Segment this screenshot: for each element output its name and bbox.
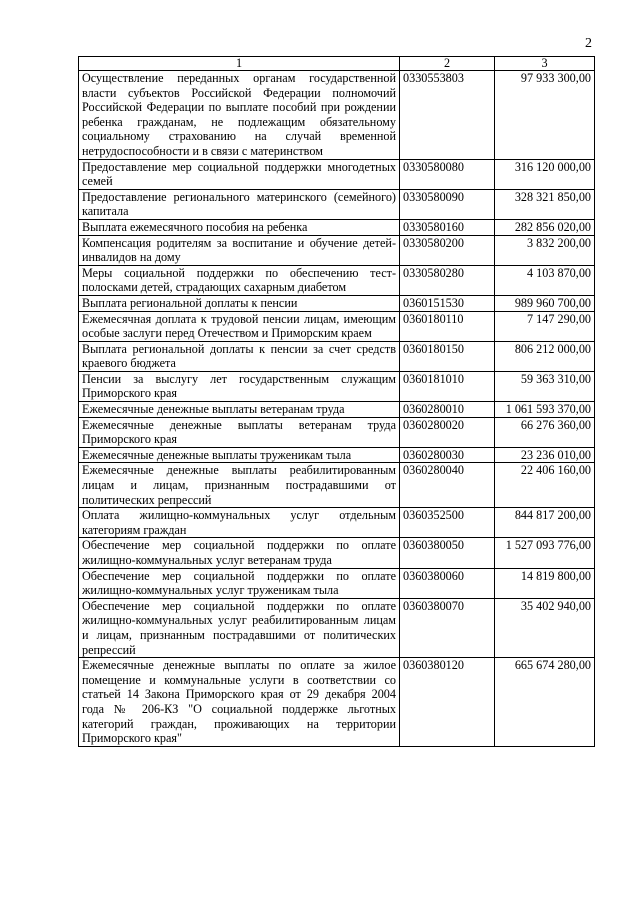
row-name: Ежемесячные денежные выплаты труженикам тыла (79, 447, 400, 463)
table-row (79, 159, 595, 189)
row-amount: 3 832 200,00 (495, 235, 595, 265)
row-name: Компенсация родителям за воспитание и обучение детей-инвалидов на дому (79, 235, 400, 265)
row-code: 0360380050 (400, 538, 495, 568)
row-name: Выплата ежемесячного пособия на ребенка (79, 219, 400, 235)
row-code: 0360180150 (400, 341, 495, 371)
row-name: Ежемесячные денежные выплаты ветеранам труда Приморского края (79, 417, 400, 447)
table-row (79, 189, 595, 219)
table-row (79, 371, 595, 401)
table-row (79, 463, 595, 508)
row-amount: 844 817 200,00 (495, 508, 595, 538)
table-header (79, 57, 595, 71)
row-amount: 22 406 160,00 (495, 463, 595, 508)
column-header-2: 2 (400, 57, 495, 71)
table-row (79, 508, 595, 538)
table-row (79, 265, 595, 295)
table-row (79, 658, 595, 747)
table-row (79, 447, 595, 463)
table-row (79, 538, 595, 568)
row-amount: 665 674 280,00 (495, 658, 595, 747)
row-code: 0360380070 (400, 598, 495, 657)
row-code: 0330580160 (400, 219, 495, 235)
row-code: 0360380060 (400, 568, 495, 598)
row-name: Обеспечение мер социальной поддержки по оплате жилищно-коммунальных услуг ветеранам труда (79, 538, 400, 568)
row-name: Выплата региональной доплаты к пенсии за счет средств краевого бюджета (79, 341, 400, 371)
row-name: Обеспечение мер социальной поддержки по оплате жилищно-коммунальных услуг труженикам тыла (79, 568, 400, 598)
row-code: 0360380120 (400, 658, 495, 747)
row-amount: 806 212 000,00 (495, 341, 595, 371)
row-code: 0360280020 (400, 417, 495, 447)
row-code: 0330580280 (400, 265, 495, 295)
page-number: 2 (585, 36, 592, 51)
table-row (79, 71, 595, 160)
table-row (79, 417, 595, 447)
table-row (79, 598, 595, 657)
row-name: Ежемесячная доплата к трудовой пенсии лицам, имеющим особые заслуги перед Отечеством и Приморским краем (79, 311, 400, 341)
row-code: 0330580090 (400, 189, 495, 219)
row-amount: 4 103 870,00 (495, 265, 595, 295)
row-code: 0360352500 (400, 508, 495, 538)
row-name: Пенсии за выслугу лет государственным служащим Приморского края (79, 371, 400, 401)
row-name: Меры социальной поддержки по обеспечению тест-полосками детей, страдающих сахарным диабетом (79, 265, 400, 295)
table-row (79, 219, 595, 235)
column-header-1: 1 (79, 57, 400, 71)
row-code: 0330580080 (400, 159, 495, 189)
row-amount: 14 819 800,00 (495, 568, 595, 598)
row-code: 0360151530 (400, 295, 495, 311)
row-name: Осуществление переданных органам государственной власти субъектов Российской Федерации полномочий Российской Федерации по выплате пособий при рождении ребенка гражданам, не подлежащим обязательному социальному страхованию на случай временной нетрудоспособности и в связи с материнством (79, 71, 400, 160)
row-amount: 59 363 310,00 (495, 371, 595, 401)
row-code: 0360280030 (400, 447, 495, 463)
row-amount: 328 321 850,00 (495, 189, 595, 219)
row-name: Оплата жилищно-коммунальных услуг отдельным категориям граждан (79, 508, 400, 538)
row-amount: 35 402 940,00 (495, 598, 595, 657)
row-amount: 1 527 093 776,00 (495, 538, 595, 568)
table-body (79, 71, 595, 747)
table-row (79, 311, 595, 341)
row-code: 0360181010 (400, 371, 495, 401)
row-code: 0360280040 (400, 463, 495, 508)
row-amount: 282 856 020,00 (495, 219, 595, 235)
row-name: Ежемесячные денежные выплаты реабилитированным лицам и лицам, признанным пострадавшими от политических репрессий (79, 463, 400, 508)
row-amount: 316 120 000,00 (495, 159, 595, 189)
table-row (79, 402, 595, 418)
table-row (79, 295, 595, 311)
row-amount: 7 147 290,00 (495, 311, 595, 341)
row-amount: 66 276 360,00 (495, 417, 595, 447)
row-name: Ежемесячные денежные выплаты ветеранам труда (79, 402, 400, 418)
row-code: 0330580200 (400, 235, 495, 265)
row-name: Предоставление мер социальной поддержки многодетных семей (79, 159, 400, 189)
row-name: Обеспечение мер социальной поддержки по оплате жилищно-коммунальных услуг реабилитированным лицам и лицам, признанным пострадавшими от политических репрессий (79, 598, 400, 657)
table-row (79, 235, 595, 265)
budget-table (78, 56, 595, 747)
row-code: 0360180110 (400, 311, 495, 341)
row-amount: 1 061 593 370,00 (495, 402, 595, 418)
table-row (79, 341, 595, 371)
row-name: Выплата региональной доплаты к пенсии (79, 295, 400, 311)
row-code: 0330553803 (400, 71, 495, 160)
row-amount: 97 933 300,00 (495, 71, 595, 160)
row-name: Предоставление регионального материнского (семейного) капитала (79, 189, 400, 219)
row-amount: 989 960 700,00 (495, 295, 595, 311)
table-row (79, 568, 595, 598)
column-header-3: 3 (495, 57, 595, 71)
header-row (79, 57, 595, 71)
row-amount: 23 236 010,00 (495, 447, 595, 463)
row-name: Ежемесячные денежные выплаты по оплате за жилое помещение и коммунальные услуги в соответствии со статьей 14 Закона Приморского края от 29 декабря 2004 года № 206-КЗ "О социальной поддержке льготных категорий граждан, проживающих на территории Приморского края" (79, 658, 400, 747)
row-code: 0360280010 (400, 402, 495, 418)
